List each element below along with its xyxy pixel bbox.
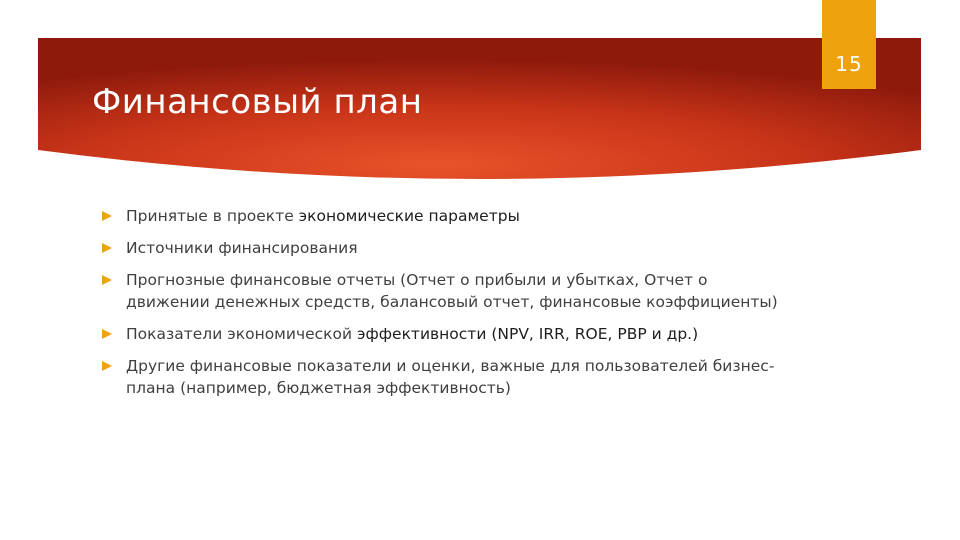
bullet-text: Другие финансовые показатели и оценки, важные для пользователей бизнес-плана (например, бюджетная эффективность) [126, 357, 775, 397]
page-number: 15 [835, 52, 863, 76]
bullet-item [100, 237, 780, 259]
bullet-text: Источники финансирования [126, 239, 358, 257]
bullet-text: Принятые в проекте [126, 207, 299, 225]
bullet-text: Прогнозные финансовые отчеты (Отчет о прибыли и убытках, Отчет о движении денежных средств, балансовый отчет, финансовые коэффициенты) [126, 271, 778, 311]
bullet-arrow-icon [102, 275, 112, 285]
bullet-arrow-icon [102, 329, 112, 339]
bullet-arrow-icon [102, 243, 112, 253]
bullet-text-emphasis: эффективности (NPV, IRR, ROE, PBP и др.) [357, 325, 699, 343]
bullet-item [100, 205, 780, 227]
bullet-item [100, 269, 780, 313]
bullet-text-emphasis: экономические параметры [298, 207, 520, 225]
bullet-item [100, 355, 780, 399]
bullet-arrow-icon [102, 361, 112, 371]
bullet-text: Показатели экономической [126, 325, 358, 343]
slide-title: Финансовый план [92, 82, 423, 122]
bullet-arrow-icon [102, 211, 112, 221]
page-number-badge [822, 0, 876, 89]
bullet-item [100, 323, 780, 345]
bullet-list [100, 205, 780, 409]
